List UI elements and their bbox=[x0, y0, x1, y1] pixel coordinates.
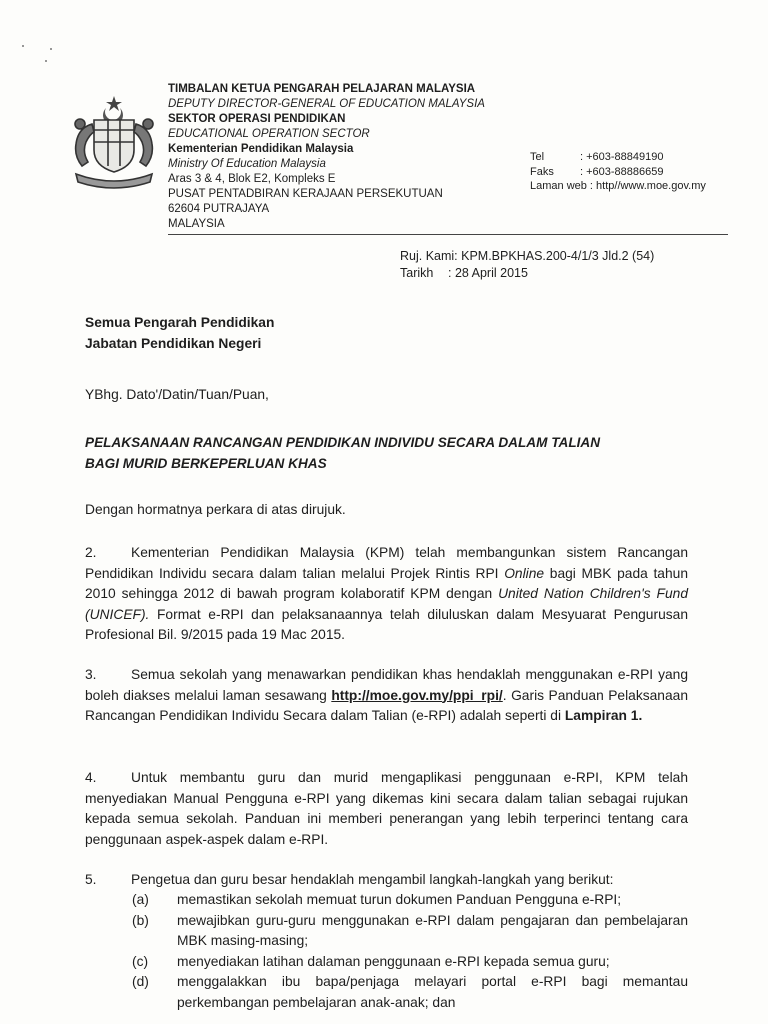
paragraph-number: 4. bbox=[85, 770, 97, 785]
paragraph-number: 3. bbox=[85, 667, 97, 682]
paragraph-text: bagi MBK pada tahun 2010 sehingga 2012 di bawah program kolaboratif KPM dengan bbox=[85, 565, 688, 601]
paragraph-text: Kementerian Pendidikan Malaysia (KPM) telah membangunkan sistem Rancangan Pendidikan Individu secara dalam talian melalui Projek Rintis RPI bbox=[85, 545, 688, 581]
recipient-line-1: Semua Pengarah Pendidikan bbox=[85, 315, 275, 330]
tel-label: Tel bbox=[530, 151, 545, 163]
paragraph-text: Format e-RPI dan pelaksanaannya telah diluluskan dalam Mesyuarat Pengurusan Profesional Bil. 9/2015 pada 19 Mac 2015. bbox=[85, 606, 688, 642]
list-item-text: menggalakkan ibu bapa/penjaga melayari portal e-RPI bagi memantau perkembangan pembelajaran anak-anak; dan bbox=[177, 974, 688, 1010]
letterhead-address-3: 62604 PUTRAJAYA bbox=[168, 203, 270, 215]
letterhead-title-ms: TIMBALAN KETUA PENGARAH PELAJARAN MALAYSIA bbox=[168, 83, 476, 95]
paragraph-text: Untuk membantu guru dan murid mengaplikasi penggunaan e-RPI, KPM telah menyediakan Manual Pengguna e-RPI yang dikemas kini secara dalam talian sebagai rujukan kepada semua sekolah. Panduan ini memberi penerangan yang lebih terperinci tentang cara penggunaan aspek-aspek dalam e-RPI. bbox=[85, 770, 688, 847]
paragraph-text: Pengetua dan guru besar hendaklah mengambil langkah-langkah yang berikut: bbox=[131, 872, 614, 887]
list-item-text: menyediakan latihan dalaman penggunaan e-RPI kepada semua guru; bbox=[177, 953, 610, 969]
coat-of-arms-emblem bbox=[66, 94, 162, 190]
paragraph-4 bbox=[85, 768, 688, 850]
letterhead-address-2: PUSAT PENTADBIRAN KERAJAAN PERSEKUTUAN bbox=[168, 188, 443, 200]
action-list bbox=[85, 890, 688, 1013]
letterhead-sector-en: EDUCATIONAL OPERATION SECTOR bbox=[168, 128, 370, 140]
scan-speck bbox=[50, 48, 52, 50]
list-item-text: mewajibkan guru-guru menggunakan e-RPI dalam pengajaran dan pembelajaran MBK masing-masing; bbox=[177, 912, 688, 948]
letterhead-title-en: DEPUTY DIRECTOR-GENERAL OF EDUCATION MALAYSIA bbox=[168, 98, 485, 110]
scan-speck bbox=[45, 60, 47, 62]
paragraph-number: 5. bbox=[85, 872, 97, 887]
paragraph-3 bbox=[85, 665, 688, 727]
letterhead-sector-ms: SEKTOR OPERASI PENDIDIKAN bbox=[168, 113, 346, 125]
e-rpi-portal-link[interactable]: http://moe.gov.my/ppi_rpi/ bbox=[331, 687, 503, 703]
list-item bbox=[85, 952, 688, 973]
list-item bbox=[85, 890, 688, 911]
scan-speck bbox=[22, 45, 24, 47]
paragraph-text: . Garis Panduan Pelaksanaan Rancangan Pendidikan Individu Secara dalam Talian (e-RPI) adalah seperti di bbox=[85, 687, 688, 723]
list-item-letter: (d) bbox=[132, 974, 149, 989]
opening-line: Dengan hormatnya perkara di atas dirujuk. bbox=[85, 502, 346, 517]
contact-block bbox=[530, 150, 706, 194]
paragraph-text: Semua sekolah yang menawarkan pendidikan khas hendaklah menggunakan e-RPI yang boleh diakses melalui laman sesawang bbox=[85, 667, 688, 703]
paragraph-2 bbox=[85, 543, 688, 646]
recipient-block bbox=[85, 313, 688, 354]
paragraph-5 bbox=[85, 870, 688, 891]
list-item bbox=[85, 972, 688, 1013]
paragraph-number: 2. bbox=[85, 545, 97, 560]
paragraph-text-italic: Online bbox=[504, 565, 545, 581]
subject-line-2: BAGI MURID BERKEPERLUAN KHAS bbox=[85, 455, 327, 471]
reference-block bbox=[400, 248, 654, 282]
letterhead-address-4: MALAYSIA bbox=[168, 218, 225, 230]
date-value: : 28 April 2015 bbox=[448, 266, 528, 280]
date-label: Tarikh bbox=[400, 266, 434, 280]
list-item-text: memastikan sekolah memuat turun dokumen Panduan Pengguna e-RPI; bbox=[177, 892, 622, 907]
website: Laman web : http//www.moe.gov.my bbox=[530, 180, 706, 192]
letterhead-address-1: Aras 3 & 4, Blok E2, Kompleks E bbox=[168, 173, 336, 185]
fax-label: Faks bbox=[530, 165, 554, 178]
list-item bbox=[85, 911, 688, 952]
tel-value: : +603-88849190 bbox=[580, 151, 664, 163]
letterhead bbox=[168, 82, 485, 232]
subject-line-1: PELAKSANAAN RANCANGAN PENDIDIKAN INDIVIDU SECARA DALAM TALIAN bbox=[85, 435, 601, 450]
reference-number: Ruj. Kami: KPM.BPKHAS.200-4/1/3 Jld.2 (54) bbox=[400, 249, 655, 263]
list-item-letter: (b) bbox=[132, 912, 149, 928]
list-item-letter: (c) bbox=[132, 953, 149, 969]
list-item-letter: (a) bbox=[132, 892, 149, 907]
subject bbox=[85, 433, 688, 474]
recipient-line-2: Jabatan Pendidikan Negeri bbox=[85, 335, 262, 351]
attachment-reference: Lampiran 1. bbox=[564, 708, 643, 723]
header-divider bbox=[168, 234, 728, 235]
letterhead-ministry-ms: Kementerian Pendidikan Malaysia bbox=[168, 143, 354, 155]
paragraph-text-italic: United Nation Children's Fund (UNICEF). bbox=[85, 586, 688, 622]
salutation: YBhg. Dato'/Datin/Tuan/Puan, bbox=[85, 387, 269, 402]
letterhead-ministry-en: Ministry Of Education Malaysia bbox=[168, 158, 326, 170]
fax-value: : +603-88886659 bbox=[580, 165, 664, 178]
